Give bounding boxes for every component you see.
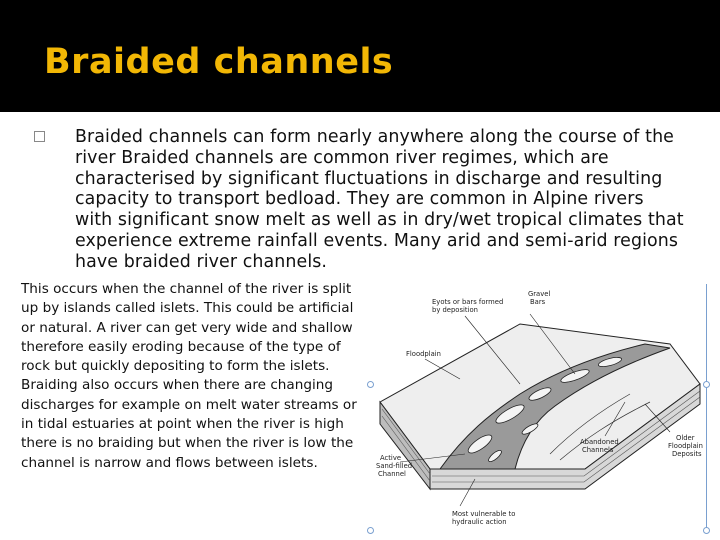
label-gravel: Gravel — [528, 290, 551, 298]
bullet-text: Braided channels can form nearly anywhere along the course of the river Braided channels are common river regimes, which are characterised by significant fluctuations in discharge and resulting capacity to transport bedload. They are common in Alpine rivers with significant snow melt as well as in dry/wet tropical climates that experience extreme rainfall events. Many arid and semi-arid regions have braided river channels. — [75, 127, 684, 272]
label-active: Active — [380, 454, 402, 462]
label-active-3: Channel — [378, 470, 406, 478]
label-vulnerable: Most vulnerable to — [452, 510, 516, 518]
label-abandoned: Abandoned — [580, 438, 619, 446]
label-vulnerable-2: hydraulic action — [452, 518, 507, 526]
bullet-box-icon — [34, 131, 45, 142]
label-floodplain: Floodplain — [406, 350, 441, 358]
label-active-2: Sand-filled — [376, 462, 413, 470]
braided-river-diagram — [370, 284, 708, 532]
title-bar — [0, 0, 720, 112]
slide-title: Braided channels — [44, 42, 394, 82]
label-abandoned-2: Channels — [582, 446, 614, 454]
label-older-3: Deposits — [672, 450, 702, 458]
bullet-point — [34, 127, 684, 273]
description-paragraph: This occurs when the channel of the river is split up by islands called islets. This could be artificial or natural. A river can get very wide and shallow therefore easily eroding because of the type of rock but quickly depositing to form the islets. Braiding also occurs when there are changing discharges for example on melt water streams or in tidal estuaries at point when the river is high there is no braiding but when the river is low the channel is narrow and flows between islets. — [21, 281, 357, 471]
label-eyots-2: by deposition — [432, 306, 478, 314]
label-eyots: Eyots or bars formed — [432, 298, 504, 306]
label-gravel-2: Bars — [530, 298, 546, 306]
slide-content — [0, 112, 720, 540]
label-older: Older — [676, 434, 695, 442]
label-older-2: Floodplain — [668, 442, 703, 450]
